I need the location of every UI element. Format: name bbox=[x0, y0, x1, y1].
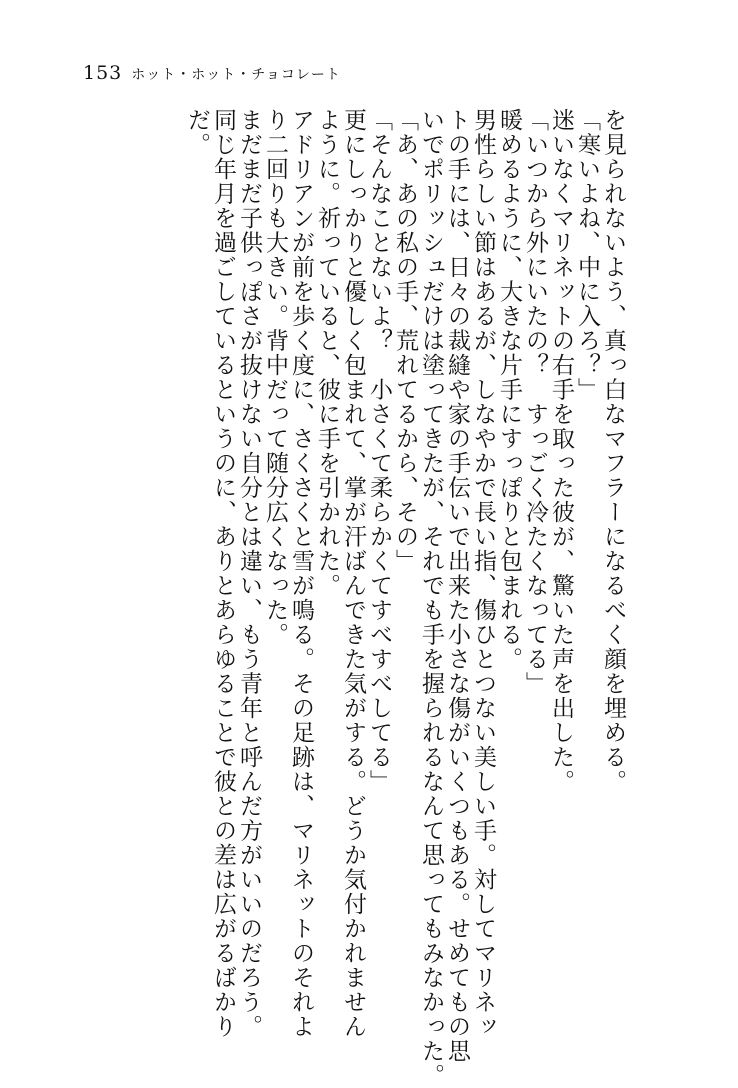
text-line: だ。 bbox=[184, 108, 210, 157]
text-line: 男性らしい節はあるが、しなやかで長い指、傷ひとつない美しい手。対してマリネッ bbox=[470, 108, 496, 1039]
vertical-body-text bbox=[184, 108, 626, 1088]
running-head bbox=[83, 62, 341, 90]
text-line: 「寒いよね、中に入ろ？」 bbox=[574, 108, 600, 402]
text-line: 暖めるように、大きな片手にすっぽりと包まれる。 bbox=[496, 108, 522, 672]
text-line: 「あ、あの私の手、荒れてるから、その」 bbox=[392, 108, 418, 574]
text-line: 「いつから外にいたの？ すっごく冷たくなってる」 bbox=[522, 108, 548, 696]
text-line: 迷いなくマリネットの右手を取った彼が、驚いた声を出した。 bbox=[548, 108, 574, 794]
text-line: トの手には、日々の裁縫や家の手伝いで出来た小さな傷がいくつもある。せめてもの思 bbox=[444, 108, 470, 1064]
text-line: 同じ年月を過ごしているというのに、ありとあらゆることで彼との差は広がるばかり bbox=[210, 108, 236, 1039]
text-line: 「そんなことないよ？ 小さくて柔らかくてすべすべしてる」 bbox=[366, 108, 392, 794]
text-line: まだまだ子供っぽさが抜けない自分とは違い、もう青年と呼んだ方がいいのだろう。 bbox=[236, 108, 262, 1039]
text-line: アドリアンが前を歩く度に、さくさくと雪が鳴る。その足跡は、マリネットのそれよ bbox=[288, 108, 314, 1039]
text-line: を見られないよう、真っ白なマフラーになるべく顔を埋める。 bbox=[600, 108, 626, 794]
text-line: 更にしっかりと優しく包まれて、掌が汗ばんできた気がする。どうか気付かれません bbox=[340, 108, 366, 1039]
text-line: いでポリッシュだけは塗ってきたが、それでも手を握られるなんて思ってもみなかった。 bbox=[418, 108, 444, 1088]
page-number: 153 bbox=[83, 62, 123, 84]
text-line: ように。祈っていると、彼に手を引かれた。 bbox=[314, 108, 340, 598]
chapter-title: ホット・ホット・チョコレート bbox=[131, 67, 341, 83]
text-line: り二回りも大きい。背中だって随分広くなった。 bbox=[262, 108, 288, 647]
